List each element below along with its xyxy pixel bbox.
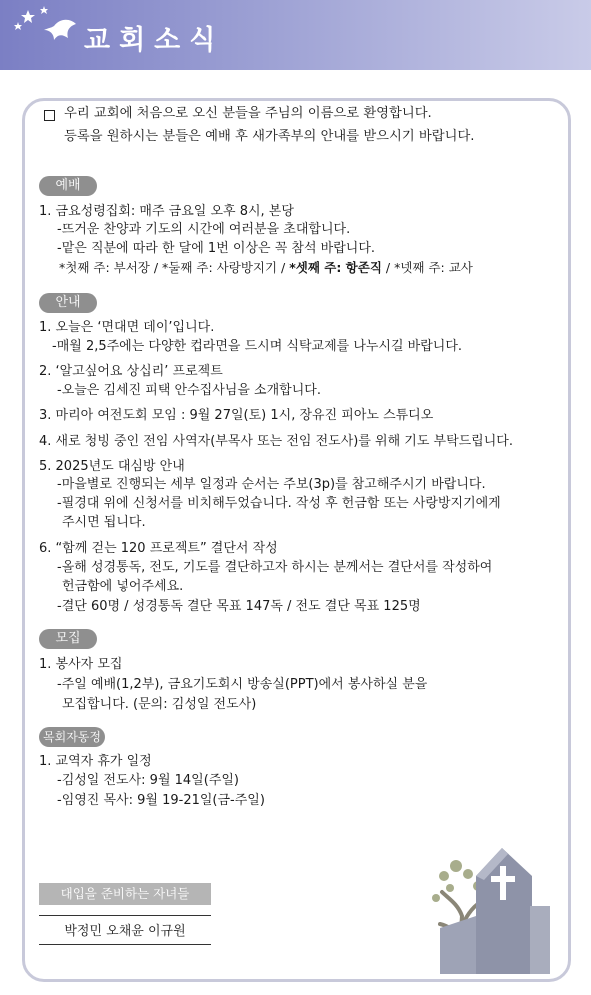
worship-line-1: 1. 금요성령집회: 매주 금요일 오후 8시, 본당 [39, 204, 294, 219]
notice-line: -결단 60명 / 성경통독 결단 목표 147독 / 전도 결단 목표 125명 [57, 599, 421, 614]
notice-line: 3. 마리아 여전도회 모임 : 9월 27일(토) 1시, 장유진 피아노 스튜디오 [39, 408, 434, 423]
recruit-line: 1. 봉사자 모집 [39, 657, 123, 672]
notice-line: 1. 오늘은 ‘면대면 데이’입니다. [39, 320, 215, 335]
pastor-line: -임영진 목사: 9월 19-21일(금-주일) [57, 793, 265, 808]
section-label-worship: 예배 [39, 176, 97, 196]
pastor-line: -김성일 전도사: 9월 14일(주일) [57, 773, 240, 788]
section-label-pastor: 목회자동정 [39, 727, 105, 747]
worship-line-3: -맡은 직분에 따라 한 달에 1번 이상은 꼭 참석 바랍니다. [57, 241, 376, 256]
worship-line-2: -뜨거운 찬양과 기도의 시간에 여러분을 초대합니다. [57, 222, 351, 237]
page-title: 교회소식 [84, 25, 225, 56]
week-3: *셋째 주: 항존직 [289, 260, 382, 275]
pastor-line: 1. 교역자 휴가 일정 [39, 754, 152, 769]
divider [39, 944, 211, 945]
notice-line: -오늘은 김세진 피택 안수집사님을 소개합니다. [57, 383, 321, 398]
section-label-recruit: 모집 [39, 629, 97, 649]
recruit-line: -주일 예배(1,2부), 금요기도회시 방송실(PPT)에서 봉사하실 분을 [57, 677, 428, 692]
divider [39, 915, 211, 916]
church-icon [428, 846, 550, 974]
intro-line-2: 등록을 원하시는 분들은 예배 후 새가족부의 안내를 받으시기 바랍니다. [64, 129, 475, 144]
notice-line: -올해 성경통독, 전도, 기도를 결단하고자 하시는 분께서는 결단서를 작성하여 [57, 560, 493, 575]
family-label: 대입을 준비하는 자녀들 [39, 883, 211, 905]
notice-line: -마을별로 진행되는 세부 일정과 순서는 주보(3p)를 참고해주시기 바랍니다. [57, 477, 486, 492]
week-2: *둘째 주: 사랑방지기 / [162, 260, 286, 275]
notice-line: 2. ‘알고싶어요 상십리’ 프로젝트 [39, 364, 223, 379]
notice-line: -필경대 위에 신청서를 비치해두었습니다. 작성 후 헌금함 또는 사랑방지기에게 [57, 496, 501, 511]
family-names: 박정민 오채윤 이규원 [64, 924, 186, 939]
week-1: *첫째 주: 부서장 / [59, 260, 159, 275]
notice-line: 4. 새로 청빙 중인 전임 사역자(부목사 또는 전임 전도사)를 위해 기도 부탁드립니다. [39, 434, 513, 449]
header-banner [0, 0, 591, 70]
intro-line-1: 우리 교회에 처음으로 오신 분들을 주님의 이름으로 환영합니다. [64, 106, 432, 121]
checkbox-icon [44, 110, 55, 121]
notice-line: 5. 2025년도 대심방 안내 [39, 459, 185, 474]
section-label-notice: 안내 [39, 293, 97, 313]
dove-icon [14, 4, 80, 52]
week-4: / *넷째 주: 교사 [385, 260, 473, 275]
notice-line: -매월 2,5주에는 다양한 컵라면을 드시며 식탁교제를 나누시길 바랍니다. [52, 339, 463, 354]
recruit-line: 모집합니다. (문의: 김성일 전도사) [62, 697, 257, 712]
worship-schedule [59, 259, 473, 276]
notice-line: 헌금함에 넣어주세요. [62, 579, 184, 594]
notice-line: 6. “함께 걷는 120 프로젝트” 결단서 작성 [39, 541, 278, 556]
notice-line: 주시면 됩니다. [62, 515, 146, 530]
